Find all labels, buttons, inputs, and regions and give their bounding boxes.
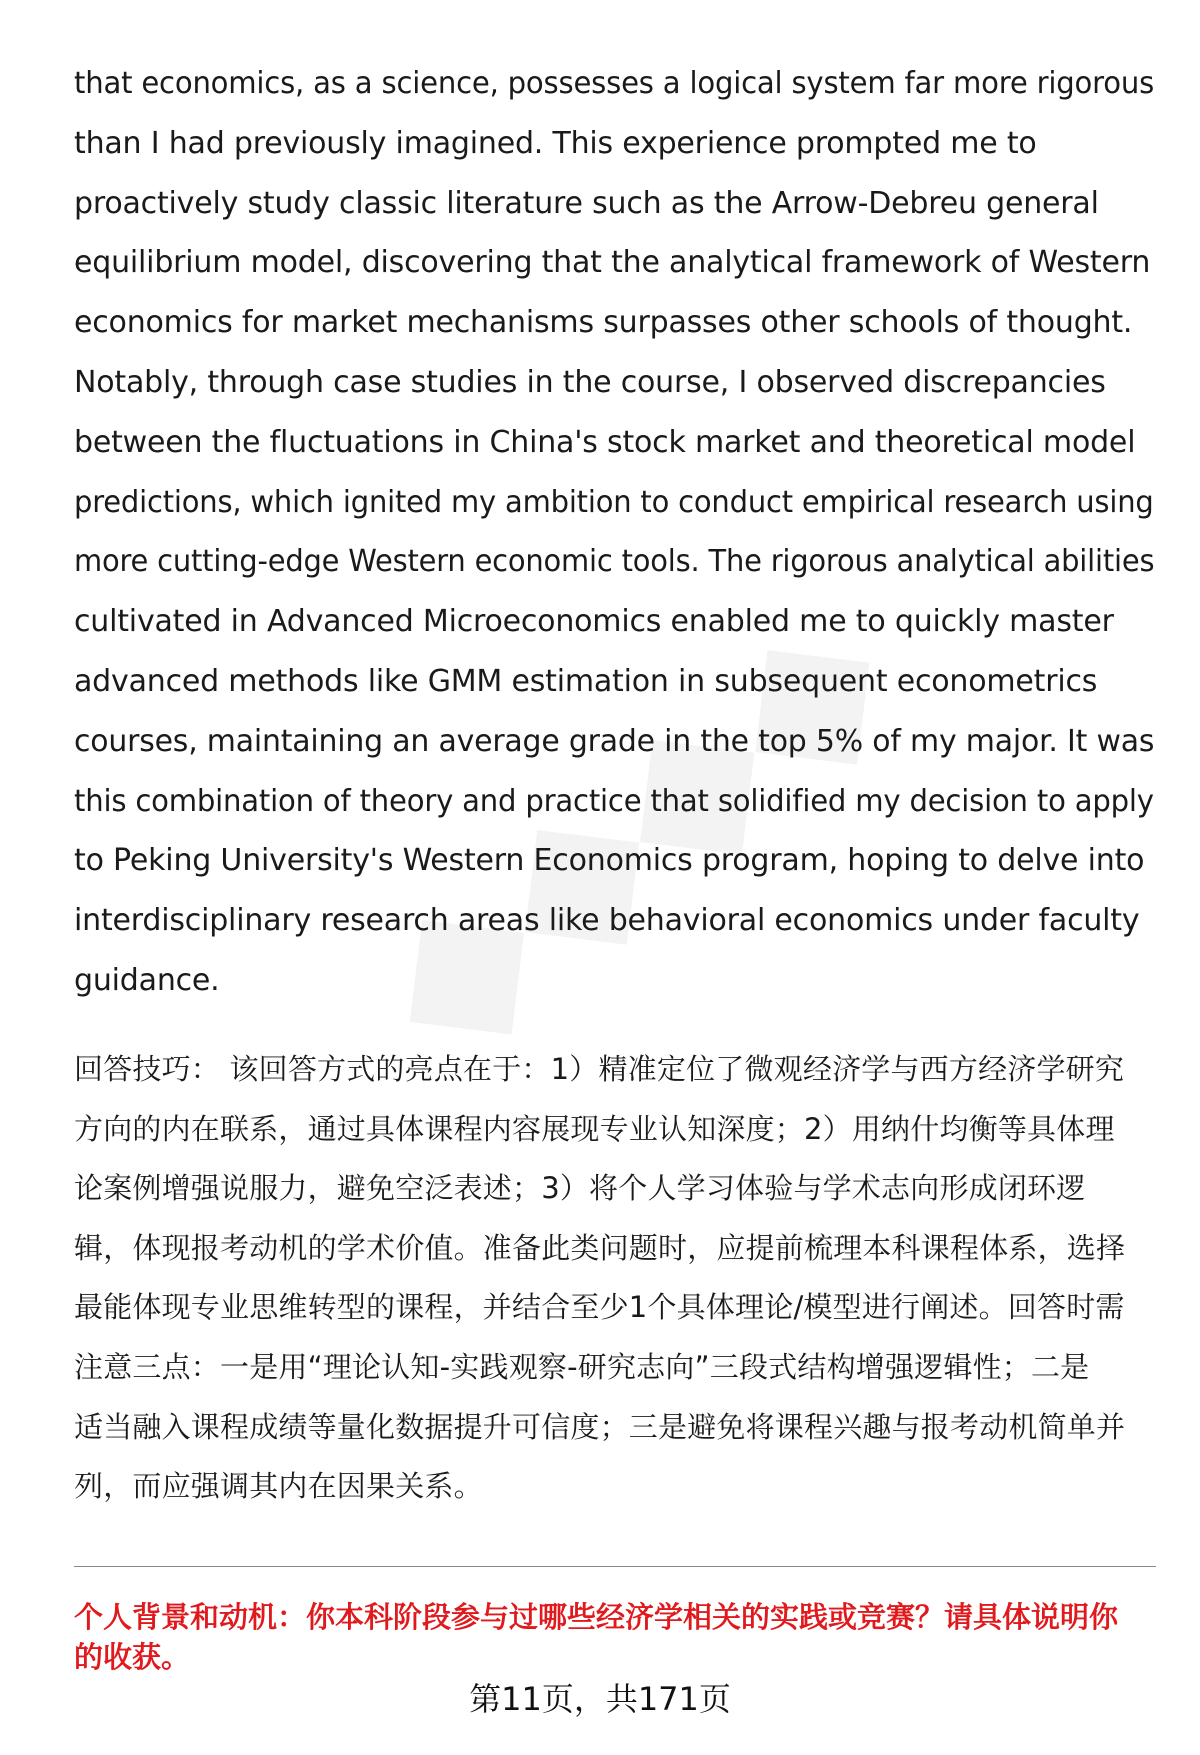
text-line: Notably, through case studies in the course, I observed discrepancies bbox=[74, 364, 1106, 400]
text-line: guidance. bbox=[74, 962, 220, 998]
text-line: 回答技巧： 该回答方式的亮点在于：1）精准定位了微观经济学与西方经济学研究 bbox=[74, 1052, 1125, 1086]
text-line: 方向的内在联系，通过具体课程内容展现专业认知深度；2）用纳什均衡等具体理 bbox=[74, 1111, 1115, 1146]
text-line: more cutting-edge Western economic tools. The rigorous analytical abilities bbox=[74, 544, 1155, 580]
english-paragraph bbox=[74, 54, 1154, 1011]
text-line: predictions, which ignited my ambition to conduct empirical research using bbox=[74, 484, 1154, 520]
question-heading bbox=[74, 1597, 1164, 1677]
text-line: 注意三点：一是用“理论认知-实践观察-研究志向”三段式结构增强逻辑性；二是 bbox=[74, 1349, 1090, 1384]
text-line: cultivated in Advanced Microeconomics enabled me to quickly master bbox=[74, 604, 1114, 640]
text-line: that economics, as a science, possesses a logical system far more rigorous bbox=[74, 66, 1155, 101]
text-line: advanced methods like GMM estimation in subsequent econometrics bbox=[74, 663, 1098, 699]
text-line: 最能体现专业思维转型的课程，并结合至少1个具体理论/模型进行阐述。回答时需 bbox=[74, 1290, 1125, 1325]
text-line: to Peking University's Western Economics program, hoping to delve into bbox=[74, 843, 1145, 879]
answer-tips-paragraph bbox=[74, 1040, 1154, 1517]
section-divider bbox=[74, 1566, 1156, 1567]
text-line: between the fluctuations in China's stock market and theoretical model bbox=[74, 424, 1136, 460]
question-line: 的收获。 bbox=[74, 1640, 191, 1674]
text-line: 列，而应强调其内在因果关系。 bbox=[74, 1469, 483, 1504]
text-line: 论案例增强说服力，避免空泛表述；3）将个人学习体验与学术志向形成闭环逻 bbox=[74, 1171, 1086, 1206]
text-line: proactively study classic literature such as the Arrow-Debreu general bbox=[74, 185, 1099, 221]
text-line: 适当融入课程成绩等量化数据提升可信度；三是避免将课程兴趣与报考动机简单并 bbox=[74, 1409, 1126, 1444]
text-line: equilibrium model, discovering that the analytical framework of Western bbox=[74, 245, 1151, 281]
text-line: than I had previously imagined. This experience prompted me to bbox=[74, 125, 1037, 161]
text-line: interdisciplinary research areas like behavioral economics under faculty bbox=[74, 903, 1140, 939]
text-line: economics for market mechanisms surpasses other schools of thought. bbox=[74, 305, 1133, 341]
text-line: courses, maintaining an average grade in the top 5% of my major. It was bbox=[74, 723, 1155, 759]
question-line: 个人背景和动机：你本科阶段参与过哪些经济学相关的实践或竞赛？请具体说明你 bbox=[74, 1600, 1119, 1634]
page-number: 第11页，共171页 bbox=[469, 1680, 731, 1718]
text-line: 辑，体现报考动机的学术价值。准备此类问题时，应提前梳理本科课程体系，选择 bbox=[74, 1230, 1126, 1265]
text-line: this combination of theory and practice that solidified my decision to apply bbox=[74, 783, 1154, 819]
